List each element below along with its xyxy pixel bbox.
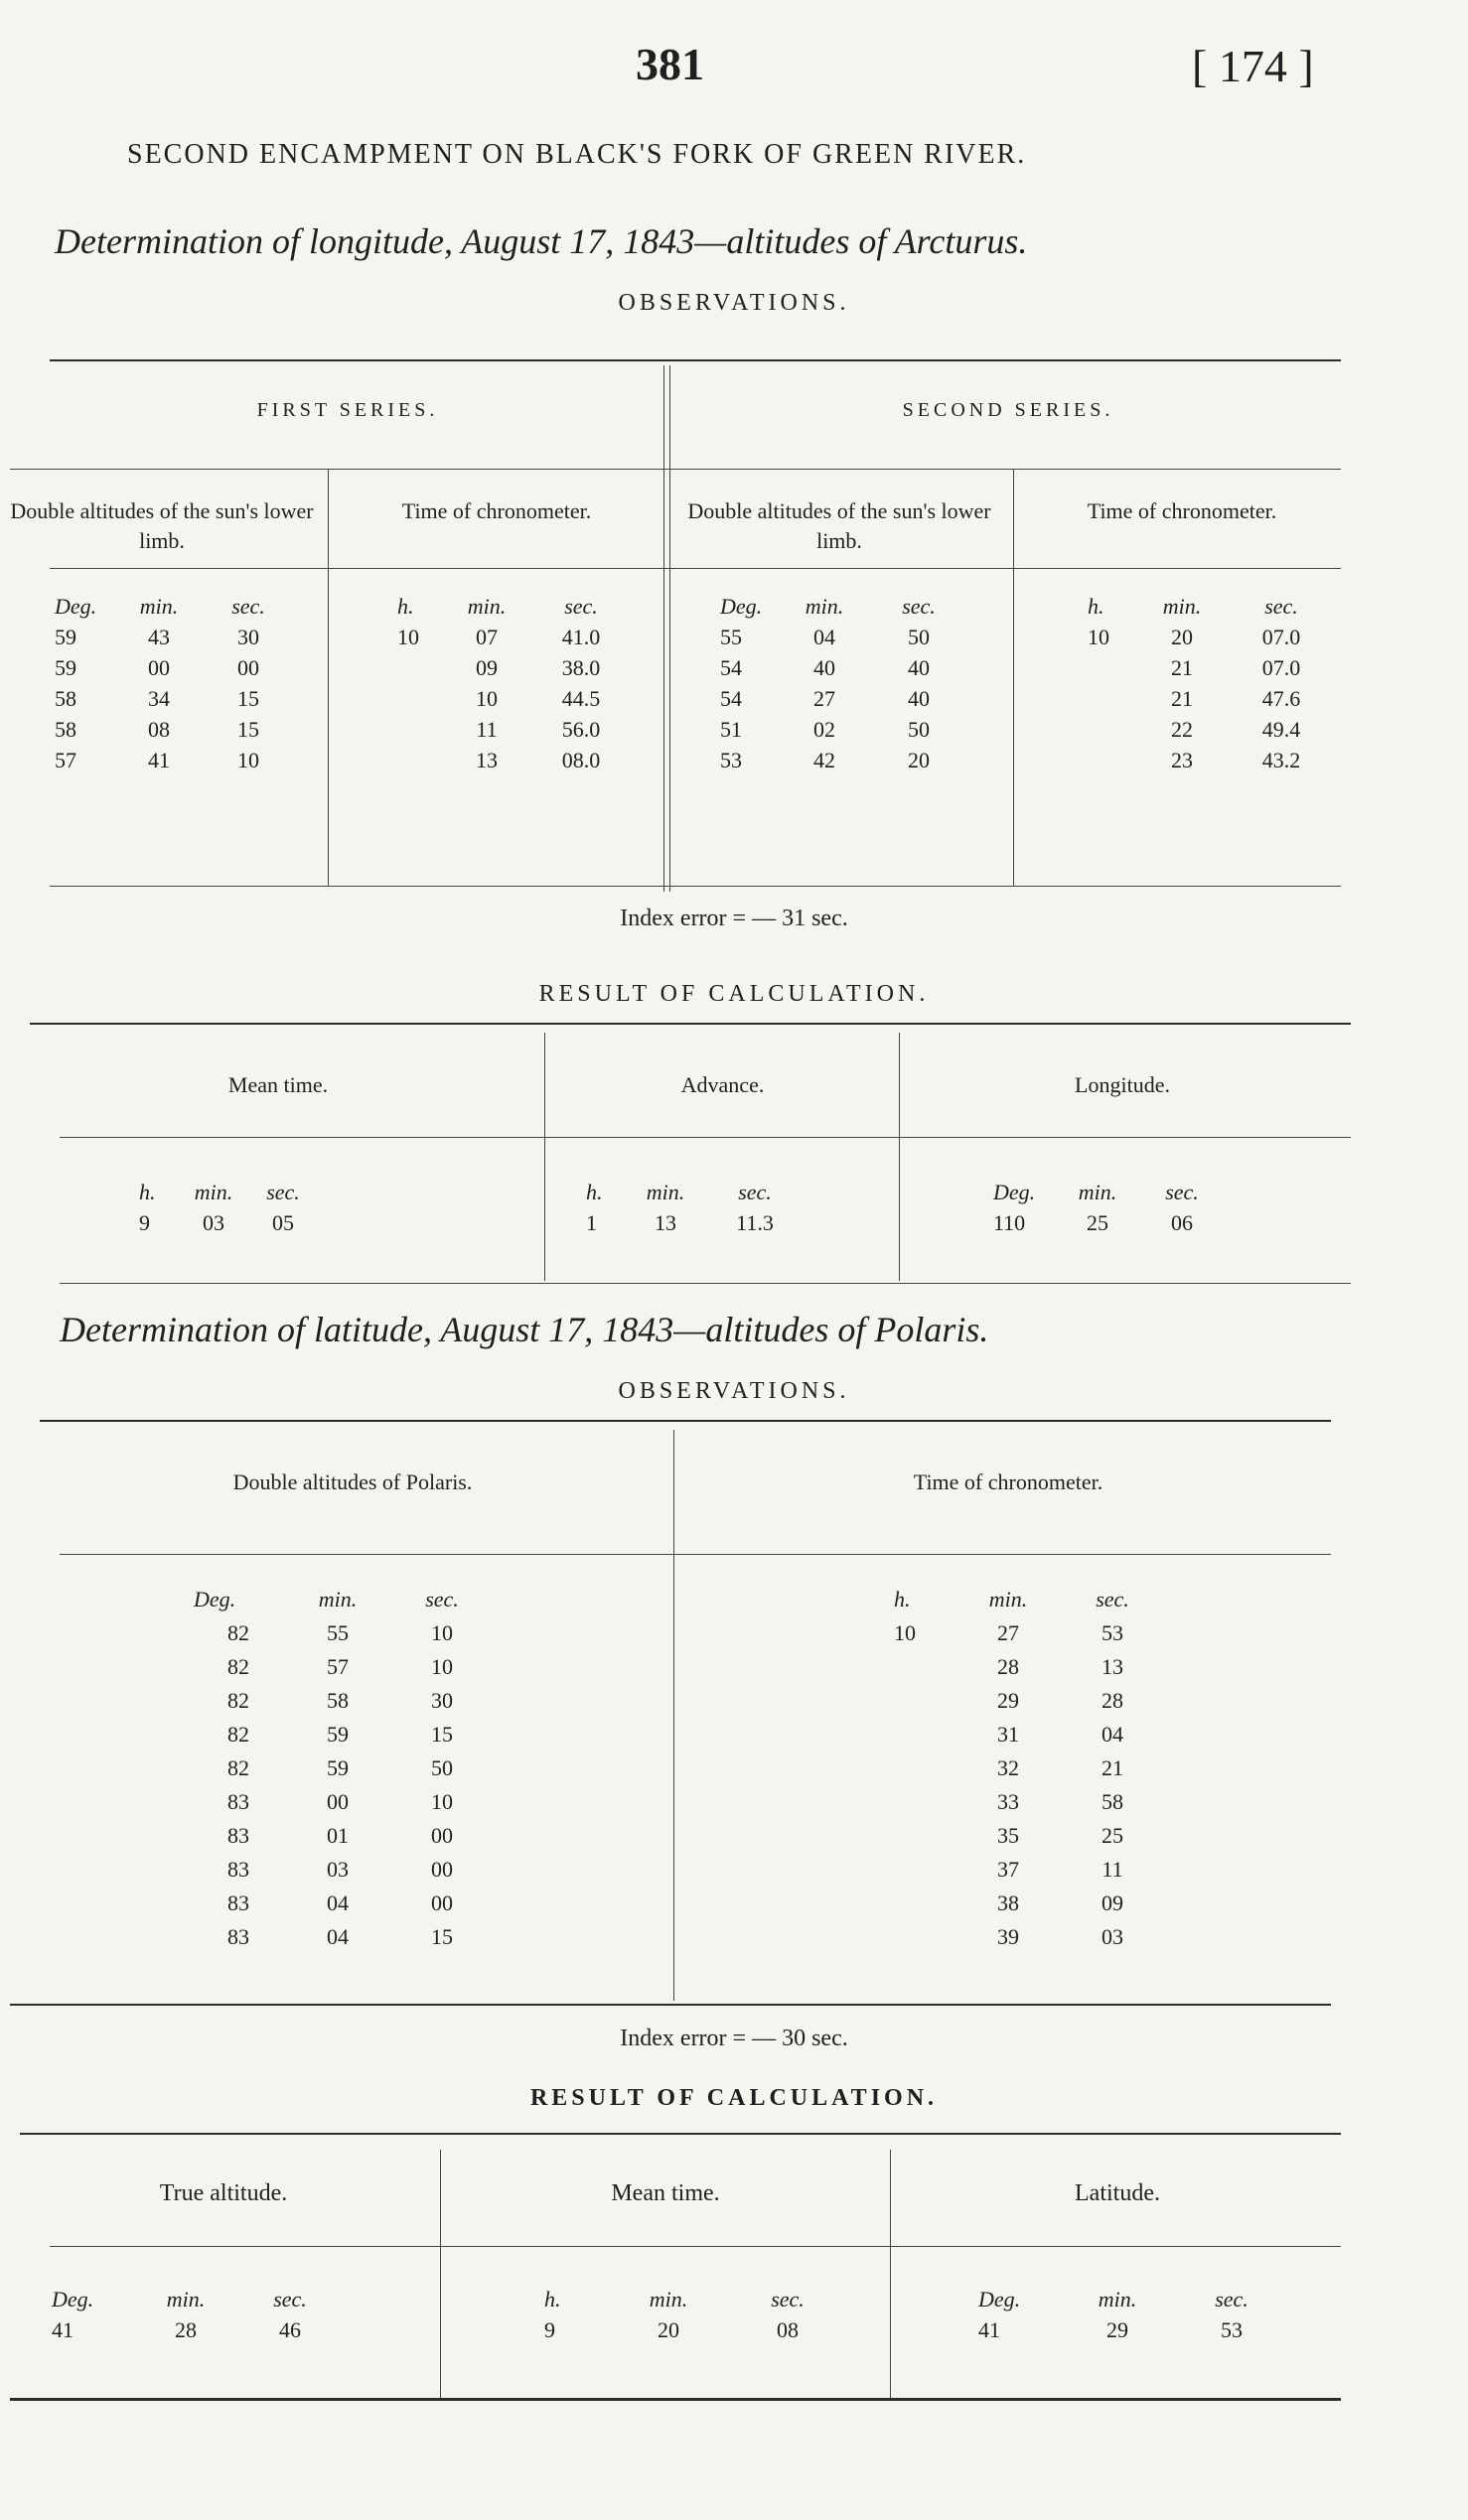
cell: 28 xyxy=(997,1654,1019,1679)
unit-sec: sec. xyxy=(564,594,598,619)
cell: 58 xyxy=(55,717,76,742)
cell: 11 xyxy=(476,717,498,742)
longitude-title-part1: Determination of longitude, August 17, 1843— xyxy=(55,221,727,261)
cell: 82 xyxy=(227,1755,249,1780)
cell: 55 xyxy=(720,625,742,649)
cell: 58 xyxy=(1101,1789,1123,1814)
cell: 31 xyxy=(997,1722,1019,1747)
table-bottom-rule xyxy=(50,886,1341,887)
cell xyxy=(894,1854,954,1885)
cell: 59 xyxy=(327,1722,349,1747)
cell: 10 xyxy=(894,1620,916,1645)
unit-sec: sec. xyxy=(1165,1180,1199,1204)
cell: 49.4 xyxy=(1261,717,1301,742)
latitude-observations-label: OBSERVATIONS. xyxy=(618,1378,850,1404)
cell: 25 xyxy=(1101,1823,1123,1848)
longitude-result-label: RESULT OF CALCULATION. xyxy=(538,981,930,1007)
cell: 83 xyxy=(227,1924,249,1949)
lat-table-bottom-rule xyxy=(10,2004,1331,2006)
first-col-alt-head: Double altitudes of the sun's lower limb. xyxy=(10,498,314,553)
cell: 43.2 xyxy=(1261,748,1301,772)
unit-min: min. xyxy=(166,2287,206,2311)
lat-result-divider-2 xyxy=(890,2150,891,2398)
cell: 54 xyxy=(720,686,742,711)
page-title: SECOND ENCAMPMENT ON BLACK'S FORK OF GREEN RIVER. xyxy=(127,139,1027,170)
result-bottom-rule xyxy=(60,1283,1351,1284)
cell: 10 xyxy=(1088,625,1109,649)
cell: 00 xyxy=(431,1823,453,1848)
second-time-grid xyxy=(1088,591,1336,775)
result-divider-2 xyxy=(899,1033,900,1281)
second-col-time-head: Time of chronometer. xyxy=(1087,498,1277,523)
cell: 08 xyxy=(148,717,170,742)
cell: 21 xyxy=(1171,655,1193,680)
cell: 29 xyxy=(1106,2317,1128,2342)
cell xyxy=(894,1752,954,1783)
latitude-title-part2: altitudes of Polaris. xyxy=(705,1310,989,1349)
cell: 13 xyxy=(476,748,498,772)
cell: 15 xyxy=(431,1924,453,1949)
lat-result-latitude-grid xyxy=(978,2284,1286,2345)
unit-h: h. xyxy=(544,2287,561,2311)
cell: 13 xyxy=(1101,1654,1123,1679)
lat-result-altitude-grid xyxy=(52,2284,340,2345)
cell: 00 xyxy=(148,655,170,680)
result-head-rule xyxy=(60,1137,1351,1138)
latitude-index-error: Index error = — 30 sec. xyxy=(620,2026,848,2051)
cell: 35 xyxy=(997,1823,1019,1848)
cell: 30 xyxy=(237,625,259,649)
unit-h: h. xyxy=(1088,594,1104,619)
lat-col-divider xyxy=(673,1430,674,2001)
first-alt-grid xyxy=(55,591,293,775)
cell xyxy=(894,1820,954,1851)
cell: 04 xyxy=(327,1890,349,1915)
unit-sec: sec. xyxy=(425,1587,459,1611)
lat-result-head-mean-time: Mean time. xyxy=(611,2180,720,2206)
cell xyxy=(1088,683,1137,714)
cell: 34 xyxy=(148,686,170,711)
cell: 20 xyxy=(658,2317,679,2342)
unit-min: min. xyxy=(1162,594,1202,619)
cell: 43 xyxy=(148,625,170,649)
unit-min: min. xyxy=(649,2287,688,2311)
result-top-rule xyxy=(30,1023,1351,1025)
cell xyxy=(397,714,447,745)
first-col-time-head: Time of chronometer. xyxy=(401,498,592,523)
unit-sec: sec. xyxy=(1096,1587,1129,1611)
unit-deg: Deg. xyxy=(52,2287,94,2311)
lat-result-head-latitude: Latitude. xyxy=(1075,2180,1160,2206)
series-rule xyxy=(10,469,1341,470)
cell xyxy=(894,1921,954,1952)
cell: 38 xyxy=(997,1890,1019,1915)
unit-sec: sec. xyxy=(1215,2287,1248,2311)
cell: 82 xyxy=(227,1654,249,1679)
cell: 50 xyxy=(908,717,930,742)
cell: 50 xyxy=(908,625,930,649)
page-number-left: 381 xyxy=(636,39,704,89)
cell: 54 xyxy=(720,655,742,680)
longitude-index-error: Index error = — 31 sec. xyxy=(620,906,848,931)
cell: 55 xyxy=(327,1620,349,1645)
cell: 21 xyxy=(1101,1755,1123,1780)
unit-sec: sec. xyxy=(231,594,265,619)
lat-result-divider-1 xyxy=(440,2150,441,2398)
cell: 29 xyxy=(997,1688,1019,1713)
cell: 04 xyxy=(813,625,835,649)
cell: 110 xyxy=(993,1210,1026,1235)
second-series-label: SECOND SERIES. xyxy=(902,399,1114,421)
cell: 04 xyxy=(1101,1722,1123,1747)
first-time-grid xyxy=(397,591,636,775)
cell: 47.6 xyxy=(1261,686,1301,711)
cell: 1 xyxy=(586,1210,597,1235)
cell: 01 xyxy=(327,1823,349,1848)
cell: 27 xyxy=(997,1620,1019,1645)
unit-min: min. xyxy=(1098,2287,1137,2311)
cell: 00 xyxy=(431,1890,453,1915)
result-longitude-grid xyxy=(993,1177,1222,1238)
cell: 82 xyxy=(227,1722,249,1747)
cell xyxy=(397,683,447,714)
cell: 53 xyxy=(1101,1620,1123,1645)
unit-h: h. xyxy=(397,594,414,619)
cell: 00 xyxy=(327,1789,349,1814)
cell: 42 xyxy=(813,748,835,772)
unit-sec: sec. xyxy=(771,2287,805,2311)
cell: 82 xyxy=(227,1620,249,1645)
cell: 22 xyxy=(1171,717,1193,742)
cell: 20 xyxy=(908,748,930,772)
cell: 40 xyxy=(813,655,835,680)
unit-deg: Deg. xyxy=(720,594,763,619)
cell: 83 xyxy=(227,1789,249,1814)
lat-head-rule xyxy=(60,1554,1331,1555)
cell: 40 xyxy=(908,655,930,680)
result-head-longitude: Longitude. xyxy=(1075,1072,1170,1097)
cell: 03 xyxy=(203,1210,224,1235)
cell: 07 xyxy=(476,625,498,649)
lat-result-mean-time-grid xyxy=(544,2284,842,2345)
cell: 02 xyxy=(813,717,835,742)
cell: 37 xyxy=(997,1857,1019,1882)
cell: 44.5 xyxy=(561,686,601,711)
cell: 06 xyxy=(1171,1210,1193,1235)
longitude-title xyxy=(55,220,1027,262)
cell: 03 xyxy=(1101,1924,1123,1949)
cell: 53 xyxy=(1221,2317,1243,2342)
cell: 11 xyxy=(1101,1857,1123,1882)
lat-time-grid xyxy=(894,1584,1162,1952)
cell: 10 xyxy=(431,1620,453,1645)
cell: 41.0 xyxy=(561,625,601,649)
unit-sec: sec. xyxy=(738,1180,772,1204)
cell: 10 xyxy=(431,1789,453,1814)
unit-min: min. xyxy=(318,1587,358,1611)
lat-table-top-rule xyxy=(40,1420,1331,1422)
cell: 41 xyxy=(52,2317,73,2342)
unit-min: min. xyxy=(805,594,844,619)
unit-h: h. xyxy=(139,1180,156,1204)
cell: 08 xyxy=(777,2317,799,2342)
cell: 10 xyxy=(431,1654,453,1679)
cell: 28 xyxy=(175,2317,197,2342)
cell: 30 xyxy=(431,1688,453,1713)
cell: 50 xyxy=(431,1755,453,1780)
cell: 13 xyxy=(655,1210,676,1235)
cell xyxy=(894,1888,954,1918)
cell xyxy=(1088,745,1137,775)
cell: 15 xyxy=(237,717,259,742)
unit-sec: sec. xyxy=(273,2287,307,2311)
cell: 57 xyxy=(55,748,76,772)
result-advance-grid xyxy=(586,1177,805,1238)
unit-min: min. xyxy=(1078,1180,1117,1204)
unit-deg: Deg. xyxy=(194,1587,236,1611)
second-alt-grid xyxy=(720,591,968,775)
cell: 57 xyxy=(327,1654,349,1679)
cell: 9 xyxy=(139,1210,150,1235)
cell: 9 xyxy=(544,2317,555,2342)
cell: 59 xyxy=(55,655,76,680)
cell: 38.0 xyxy=(561,655,601,680)
latitude-title-part1: Determination of latitude, August 17, 1843— xyxy=(60,1310,706,1349)
unit-min: min. xyxy=(139,594,179,619)
cell: 41 xyxy=(978,2317,1000,2342)
col-divider-2 xyxy=(1013,469,1014,886)
cell: 56.0 xyxy=(561,717,601,742)
cell: 39 xyxy=(997,1924,1019,1949)
cell: 10 xyxy=(397,625,419,649)
cell: 15 xyxy=(431,1722,453,1747)
table-top-rule xyxy=(50,359,1341,361)
cell: 20 xyxy=(1171,625,1193,649)
cell: 51 xyxy=(720,717,742,742)
unit-h: h. xyxy=(894,1587,911,1611)
cell xyxy=(397,745,447,775)
cell: 15 xyxy=(237,686,259,711)
unit-sec: sec. xyxy=(266,1180,300,1204)
cell: 59 xyxy=(55,625,76,649)
cell: 40 xyxy=(908,686,930,711)
cell: 33 xyxy=(997,1789,1019,1814)
second-col-alt-head: Double altitudes of the sun's lower limb. xyxy=(687,498,991,553)
unit-sec: sec. xyxy=(1264,594,1298,619)
unit-min: min. xyxy=(988,1587,1028,1611)
unit-min: min. xyxy=(467,594,507,619)
cell: 07.0 xyxy=(1261,625,1301,649)
first-series-label: FIRST SERIES. xyxy=(256,399,439,421)
cell: 11.3 xyxy=(736,1210,774,1235)
lat-result-head-true-altitude: True altitude. xyxy=(159,2180,288,2206)
unit-sec: sec. xyxy=(902,594,936,619)
unit-min: min. xyxy=(646,1180,685,1204)
lat-result-top-rule xyxy=(20,2133,1341,2135)
unit-deg: Deg. xyxy=(55,594,97,619)
cell: 41 xyxy=(148,748,170,772)
cell: 83 xyxy=(227,1857,249,1882)
cell: 05 xyxy=(272,1210,294,1235)
longitude-title-part2: altitudes of Arcturus. xyxy=(726,221,1028,261)
cell: 10 xyxy=(237,748,259,772)
cell: 00 xyxy=(431,1857,453,1882)
cell: 27 xyxy=(813,686,835,711)
cell: 82 xyxy=(227,1688,249,1713)
result-head-mean-time: Mean time. xyxy=(227,1072,329,1097)
cell: 23 xyxy=(1171,748,1193,772)
cell xyxy=(894,1786,954,1817)
longitude-observations-label: OBSERVATIONS. xyxy=(618,290,850,316)
latitude-title xyxy=(60,1309,988,1350)
cell xyxy=(1088,714,1137,745)
cell: 09 xyxy=(1101,1890,1123,1915)
lat-col-alt-head: Double altitudes of Polaris. xyxy=(232,1470,473,1494)
cell: 03 xyxy=(327,1857,349,1882)
cell: 08.0 xyxy=(561,748,601,772)
head-rule xyxy=(50,568,1341,569)
unit-min: min. xyxy=(194,1180,233,1204)
cell: 10 xyxy=(476,686,498,711)
lat-result-head-rule xyxy=(50,2246,1341,2247)
lat-col-time-head: Time of chronometer. xyxy=(913,1470,1103,1494)
cell xyxy=(397,652,447,683)
lat-alt-grid xyxy=(194,1584,492,1952)
cell: 58 xyxy=(55,686,76,711)
cell: 04 xyxy=(327,1924,349,1949)
cell xyxy=(894,1685,954,1716)
col-divider-1 xyxy=(328,469,329,886)
cell: 07.0 xyxy=(1261,655,1301,680)
page-number-right: [ 174 ] xyxy=(1192,41,1314,91)
cell: 83 xyxy=(227,1823,249,1848)
cell: 58 xyxy=(327,1688,349,1713)
cell: 09 xyxy=(476,655,498,680)
unit-deg: Deg. xyxy=(978,2287,1021,2311)
lat-result-bottom-rule xyxy=(10,2398,1341,2401)
cell: 28 xyxy=(1101,1688,1123,1713)
cell: 46 xyxy=(279,2317,301,2342)
latitude-result-label: RESULT OF CALCULATION. xyxy=(529,2085,939,2111)
cell: 25 xyxy=(1087,1210,1108,1235)
cell: 00 xyxy=(237,655,259,680)
series-divider-double xyxy=(669,365,670,892)
cell: 59 xyxy=(327,1755,349,1780)
cell: 53 xyxy=(720,748,742,772)
cell xyxy=(894,1719,954,1750)
cell: 21 xyxy=(1171,686,1193,711)
result-head-advance: Advance. xyxy=(680,1072,765,1097)
unit-h: h. xyxy=(586,1180,603,1204)
result-divider-1 xyxy=(544,1033,545,1281)
result-mean-time-grid xyxy=(139,1177,318,1238)
unit-deg: Deg. xyxy=(993,1180,1036,1204)
cell xyxy=(894,1651,954,1682)
cell: 83 xyxy=(227,1890,249,1915)
cell xyxy=(1088,652,1137,683)
cell: 32 xyxy=(997,1755,1019,1780)
series-divider xyxy=(663,365,664,892)
